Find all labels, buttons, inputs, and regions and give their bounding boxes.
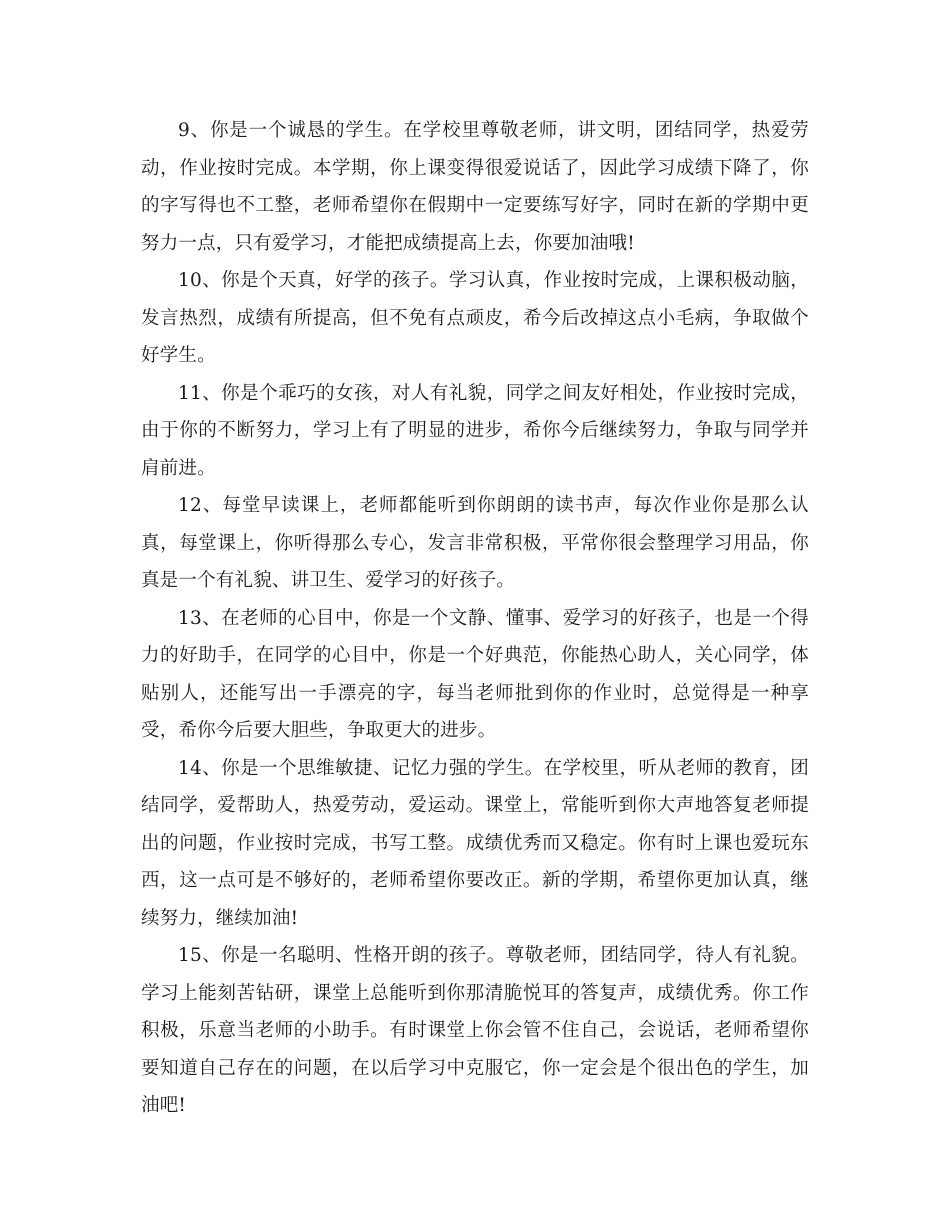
comment-paragraph-13: 13、在老师的心目中，你是一个文静、懂事、爱学习的好孩子，也是一个得力的好助手，在同学的心目中，你是一个好典范，你能热心助人，关心同学，体贴别人，还能写出一手漂亮的字，每当老师批到你的作业时，总觉得是一种享受，希你今后要大胆些，争取更大的进步。 <box>141 607 809 741</box>
comment-paragraph-12: 12、每堂早读课上，老师都能听到你朗朗的读书声，每次作业你是那么认真，每堂课上，你听得那么专心，发言非常积极，平常你很会整理学习用品，你真是一个有礼貌、讲卫生、爱学习的好孩子。 <box>141 495 809 591</box>
comment-paragraph-9: 9、你是一个诚恳的学生。在学校里尊敬老师，讲文明，团结同学，热爱劳动，作业按时完成。本学期，你上课变得很爱说话了，因此学习成绩下降了，你的字写得也不工整，老师希望你在假期中一定要练写好字，同时在新的学期中更努力一点，只有爱学习，才能把成绩提高上去，你要加油哦! <box>141 120 809 254</box>
comment-paragraph-11: 11、你是个乖巧的女孩，对人有礼貌，同学之间友好相处，作业按时完成，由于你的不断努力，学习上有了明显的进步，希你今后继续努力，争取与同学并肩前进。 <box>141 382 809 479</box>
document-page <box>141 112 809 1125</box>
comment-paragraph-14: 14、你是一个思维敏捷、记忆力强的学生。在学校里，听从老师的教育，团结同学，爱帮助人，热爱劳动，爱运动。课堂上，常能听到你大声地答复老师提出的问题，作业按时完成，书写工整。成绩优秀而又稳定。你有时上课也爱玩东西，这一点可是不够好的，老师希望你要改正。新的学期，希望你更加认真，继续努力，继续加油! <box>141 757 809 929</box>
comment-paragraph-10: 10、你是个天真，好学的孩子。学习认真，作业按时完成，上课积极动脑，发言热烈，成绩有所提高，但不免有点顽皮，希今后改掉这点小毛病，争取做个好学生。 <box>141 270 809 366</box>
comment-paragraph-15: 15、你是一名聪明、性格开朗的孩子。尊敬老师，团结同学，待人有礼貌。学习上能刻苦钻研，课堂上总能听到你那清脆悦耳的答复声，成绩优秀。你工作积极，乐意当老师的小助手。有时课堂上你会管不住自己，会说话，老师希望你要知道自己存在的问题，在以后学习中克服它，你一定会是个很出色的学生，加油吧! <box>141 945 809 1116</box>
